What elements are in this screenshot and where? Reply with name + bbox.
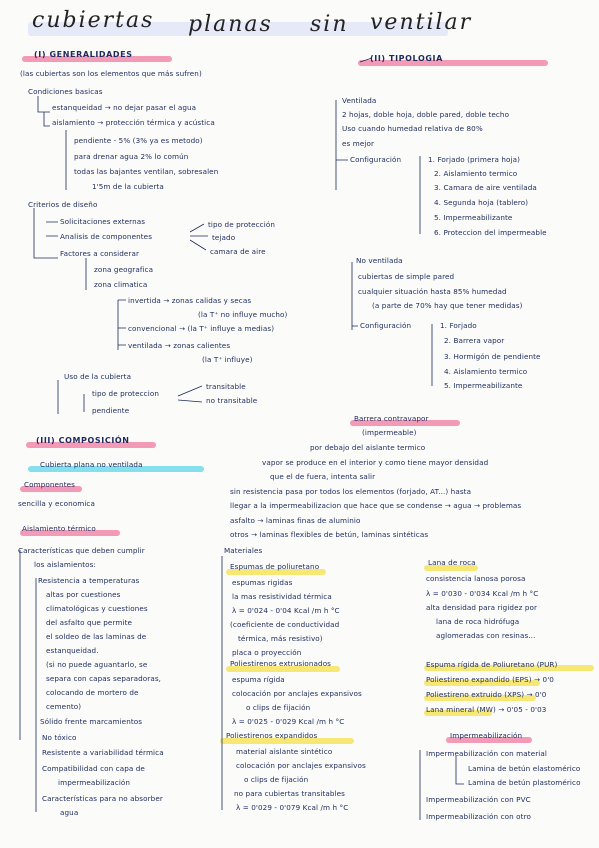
aislamiento-14: No tóxico — [42, 733, 77, 742]
aislamiento-4: altas por cuestiones — [46, 590, 121, 599]
generalidades-intro: (las cubiertas son los elementos que más sufren) — [20, 69, 202, 78]
generalidades-heading: (I) GENERALIDADES — [34, 50, 133, 59]
capa-5: 5. Impermeabilizante — [434, 213, 513, 222]
barrera-4: sin resistencia pasa por todos los elementos (forjado, AT...) hasta — [230, 487, 472, 496]
tipo-ventilada: ventilada → zonas calientes — [128, 341, 231, 350]
lana-4: lana de roca hidrófuga — [436, 617, 520, 626]
aislamiento-5: climatológicas y cuestiones — [46, 604, 148, 613]
componentes-text: sencilla y economica — [18, 499, 95, 508]
imper-5: Impermeabilización con otro — [426, 812, 531, 821]
no-transitable: no transitable — [206, 396, 258, 405]
barrera-2: vapor se produce en el interior y como tiene mayor densidad — [262, 458, 489, 467]
imper-4: Impermeabilización con PVC — [426, 795, 531, 804]
expandido-5: λ = 0'029 - 0'079 Kcal /m h °C — [236, 803, 349, 812]
lana-3: alta densidad para rigidez por — [426, 603, 538, 612]
lambda-mw: Lana mineral (MW) → 0'05 - 0'03 — [426, 705, 547, 714]
capa-nv-2: 2. Barrera vapor — [444, 336, 505, 345]
barrera-3: que el de fuera, intenta salir — [270, 472, 376, 481]
poliuretano-3: λ = 0'024 - 0'04 Kcal /m h °C — [232, 606, 340, 615]
lambda-eps: Poliestireno expandido (EPS) → 0'0 — [426, 675, 554, 684]
no-ventilada-2: cualquier situación hasta 85% humedad — [358, 287, 507, 296]
barrera-1: por debajo del aislante termico — [310, 443, 426, 452]
criterio-2c: camara de aire — [210, 247, 266, 256]
no-ventilada-1: cubiertas de simple pared — [358, 272, 455, 281]
aislamiento-2: los aislamientos: — [34, 560, 97, 569]
condicion-5: todas las bajantes ventilan, sobresalen — [74, 167, 219, 176]
barrera-sub: (impermeable) — [362, 428, 417, 437]
aislamiento-3: Resistencia a temperaturas — [38, 576, 140, 585]
extrusionado-3: o clips de fijación — [246, 703, 311, 712]
aislamiento-12: cemento) — [46, 702, 82, 711]
capa-nv-4: 4. Aislamiento termico — [444, 367, 528, 376]
ventilada-2: Uso cuando humedad relativa de 80% — [342, 124, 483, 133]
poliuretano-1: espumas rigidas — [232, 578, 293, 587]
condicion-2: aislamiento → protección térmica y acústica — [52, 118, 215, 127]
capa-nv-3: 3. Hormigón de pendiente — [444, 352, 541, 361]
poliuretano-2: la mas resistividad térmica — [232, 592, 332, 601]
aislamiento-7: el soldeo de las laminas de — [46, 632, 147, 641]
lambda-xps: Poliestireno extruido (XPS) → 0'0 — [426, 690, 547, 699]
aislamiento-title: Aislamiento térmico — [22, 524, 96, 533]
poliuretano-title: Espumas de poliuretano — [230, 562, 320, 571]
barrera-7: otros → laminas flexibles de betún, laminas sintéticas — [230, 530, 429, 539]
expandido-3: o clips de fijación — [244, 775, 309, 784]
tipo-invertida-note: (la T⁺ no influye mucho) — [198, 310, 288, 319]
poliuretano-6: placa o proyección — [232, 648, 302, 657]
barrera-title: Barrera contravapor — [354, 414, 429, 423]
uso-cubierta: Uso de la cubierta — [64, 372, 132, 381]
capa-2: 2. Aislamiento termico — [434, 169, 518, 178]
criterio-3: Factores a considerar — [60, 249, 140, 258]
aislamiento-10: separa con capas separadoras, — [46, 674, 162, 683]
lambda-pur: Espuma rígida de Poliuretano (PUR) — [426, 660, 558, 669]
configuracion-title: Configuración — [350, 155, 402, 164]
componentes-title: Componentes — [24, 480, 75, 489]
lana-2: λ = 0'030 - 0'034 Kcal /m h °C — [426, 589, 539, 598]
aislamiento-16: Compatibilidad con capa de — [42, 764, 145, 773]
poliuretano-4: (coeficiente de conductividad — [230, 620, 340, 629]
configuracion-2-title: Configuración — [360, 321, 412, 330]
condiciones-title: Condiciones basicas — [28, 87, 103, 96]
pendiente: pendiente — [92, 406, 130, 415]
composicion-subtitle: Cubierta plana no ventilada — [40, 460, 143, 469]
imper-1: Impermeabilización con material — [426, 749, 547, 758]
aislamiento-9: (si no puede aguantarlo, se — [46, 660, 148, 669]
expandido-2: colocación por anclajes expansivos — [236, 761, 366, 770]
criterios-title: Criterios de diseño — [28, 200, 98, 209]
criterio-2: Analisis de componentes — [60, 232, 153, 241]
imper-3: Lamina de betún plastomérico — [468, 778, 581, 787]
title-word-4: ventilar — [370, 10, 473, 35]
capa-6: 6. Proteccion del impermeable — [434, 228, 547, 237]
capa-nv-1: 1. Forjado — [440, 321, 477, 330]
title-word-2: planas — [188, 12, 273, 37]
ventilada-3: es mejor — [342, 139, 375, 148]
expandido-title: Poliestirenos expandidos — [226, 731, 318, 740]
criterio-2a: tipo de protección — [208, 220, 275, 229]
title-word-1: cubiertas — [32, 8, 155, 33]
aislamiento-13: Sólido frente marcamientos — [40, 717, 143, 726]
capa-1: 1. Forjado (primera hoja) — [428, 155, 521, 164]
capa-4: 4. Segunda hoja (tablero) — [434, 198, 529, 207]
lana-1: consistencia lanosa porosa — [426, 574, 526, 583]
criterio-1: Solicitaciones externas — [60, 217, 146, 226]
no-ventilada-3: (a parte de 70% hay que tener medidas) — [372, 301, 523, 310]
capa-3: 3. Camara de aire ventilada — [434, 183, 537, 192]
extrusionado-2: colocación por anclajes expansivos — [232, 689, 362, 698]
condicion-4: para drenar agua 2% lo común — [74, 152, 189, 161]
aislamiento-6: del asfalto que permite — [46, 618, 133, 627]
materiales-title: Materiales — [224, 546, 263, 555]
barrera-6: asfalto → laminas finas de aluminio — [230, 516, 361, 525]
no-ventilada-title: No ventilada — [356, 256, 403, 265]
extrusionado-1: espuma rígida — [232, 675, 285, 684]
aislamiento-19: agua — [60, 808, 79, 817]
tipologia-heading: (II) TIPOLOGIA — [370, 54, 443, 63]
condicion-3: pendiente - 5% (3% ya es metodo) — [74, 136, 203, 145]
poliuretano-5: térmica, más resistivo) — [238, 634, 323, 643]
ventilada-1: 2 hojas, doble hoja, doble pared, doble techo — [342, 110, 510, 119]
barrera-5: llegar a la impermeabilizacion que hace que se condense → agua → problemas — [230, 501, 522, 510]
tipo-invertida: invertida → zonas calidas y secas — [128, 296, 252, 305]
lana-title: Lana de roca — [428, 558, 476, 567]
condicion-1: estanqueidad → no dejar pasar el agua — [52, 103, 197, 112]
zona-1: zona geografica — [94, 265, 154, 274]
expandido-1: material aislante sintético — [236, 747, 333, 756]
condicion-6: 1'5m de la cubierta — [92, 182, 164, 191]
capa-nv-5: 5. Impermeabilizante — [444, 381, 523, 390]
title-word-3: sin — [310, 12, 349, 37]
lana-5: aglomeradas con resinas... — [436, 631, 536, 640]
transitable: transitable — [206, 382, 246, 391]
tipo-convencional: convencional → (la T⁺ influye a medias) — [128, 324, 275, 333]
aislamiento-1: Características que deben cumplir — [18, 546, 145, 555]
imper-2: Lamina de betún elastomérico — [468, 764, 581, 773]
ventilada-title: Ventilada — [342, 96, 377, 105]
aislamiento-11: colocando de mortero de — [46, 688, 139, 697]
tipo-ventilada-note: (la T⁺ influye) — [202, 355, 253, 364]
expandido-4: no para cubiertas transitables — [234, 789, 345, 798]
extrusionado-title: Poliestirenos extrusionados — [230, 659, 332, 668]
composicion-heading: (III) COMPOSICIÓN — [36, 436, 130, 445]
aislamiento-8: estanqueidad. — [46, 646, 99, 655]
tipo-proteccion: tipo de proteccion — [92, 389, 159, 398]
aislamiento-15: Resistente a variabilidad térmica — [42, 748, 164, 757]
extrusionado-4: λ = 0'025 - 0'029 Kcal /m h °C — [232, 717, 345, 726]
imper-title: Impermeabilización — [450, 731, 523, 740]
aislamiento-17: impermeabilización — [58, 778, 131, 787]
criterio-2b: tejado — [212, 233, 236, 242]
aislamiento-18: Características para no absorber — [42, 794, 163, 803]
zona-2: zona climatica — [94, 280, 148, 289]
